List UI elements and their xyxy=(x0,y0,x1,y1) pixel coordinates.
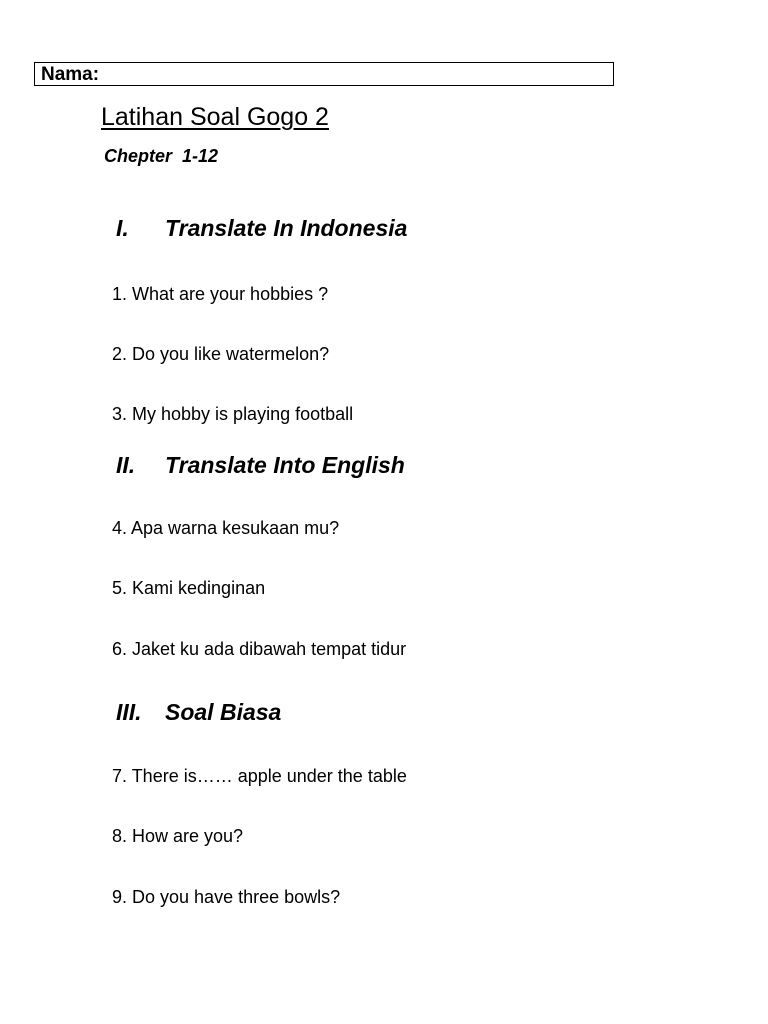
question-3: 3. My hobby is playing football xyxy=(112,404,354,424)
name-field-box[interactable] xyxy=(34,62,614,86)
chapter-label: Chepter 1-12 xyxy=(104,146,219,166)
section-2-title: Translate Into English xyxy=(165,452,405,478)
section-3-numeral: III. xyxy=(116,699,142,725)
section-3-title: Soal Biasa xyxy=(165,699,282,725)
question-6: 6. Jaket ku ada dibawah tempat tidur xyxy=(112,639,407,659)
document-title: Latihan Soal Gogo 2 xyxy=(101,103,329,131)
question-7: 7. There is…… apple under the table xyxy=(112,766,407,786)
question-8: 8. How are you? xyxy=(112,826,244,846)
question-1: 1. What are your hobbies ? xyxy=(112,284,329,304)
question-2: 2. Do you like watermelon? xyxy=(112,344,330,364)
section-2-numeral: II. xyxy=(116,452,136,478)
section-1-title: Translate In Indonesia xyxy=(165,215,408,241)
question-5: 5. Kami kedinginan xyxy=(112,578,266,598)
question-4: 4. Apa warna kesukaan mu? xyxy=(112,518,340,538)
section-1-numeral: I. xyxy=(116,215,129,241)
name-label: Nama: xyxy=(41,64,100,85)
question-9: 9. Do you have three bowls? xyxy=(112,887,341,907)
